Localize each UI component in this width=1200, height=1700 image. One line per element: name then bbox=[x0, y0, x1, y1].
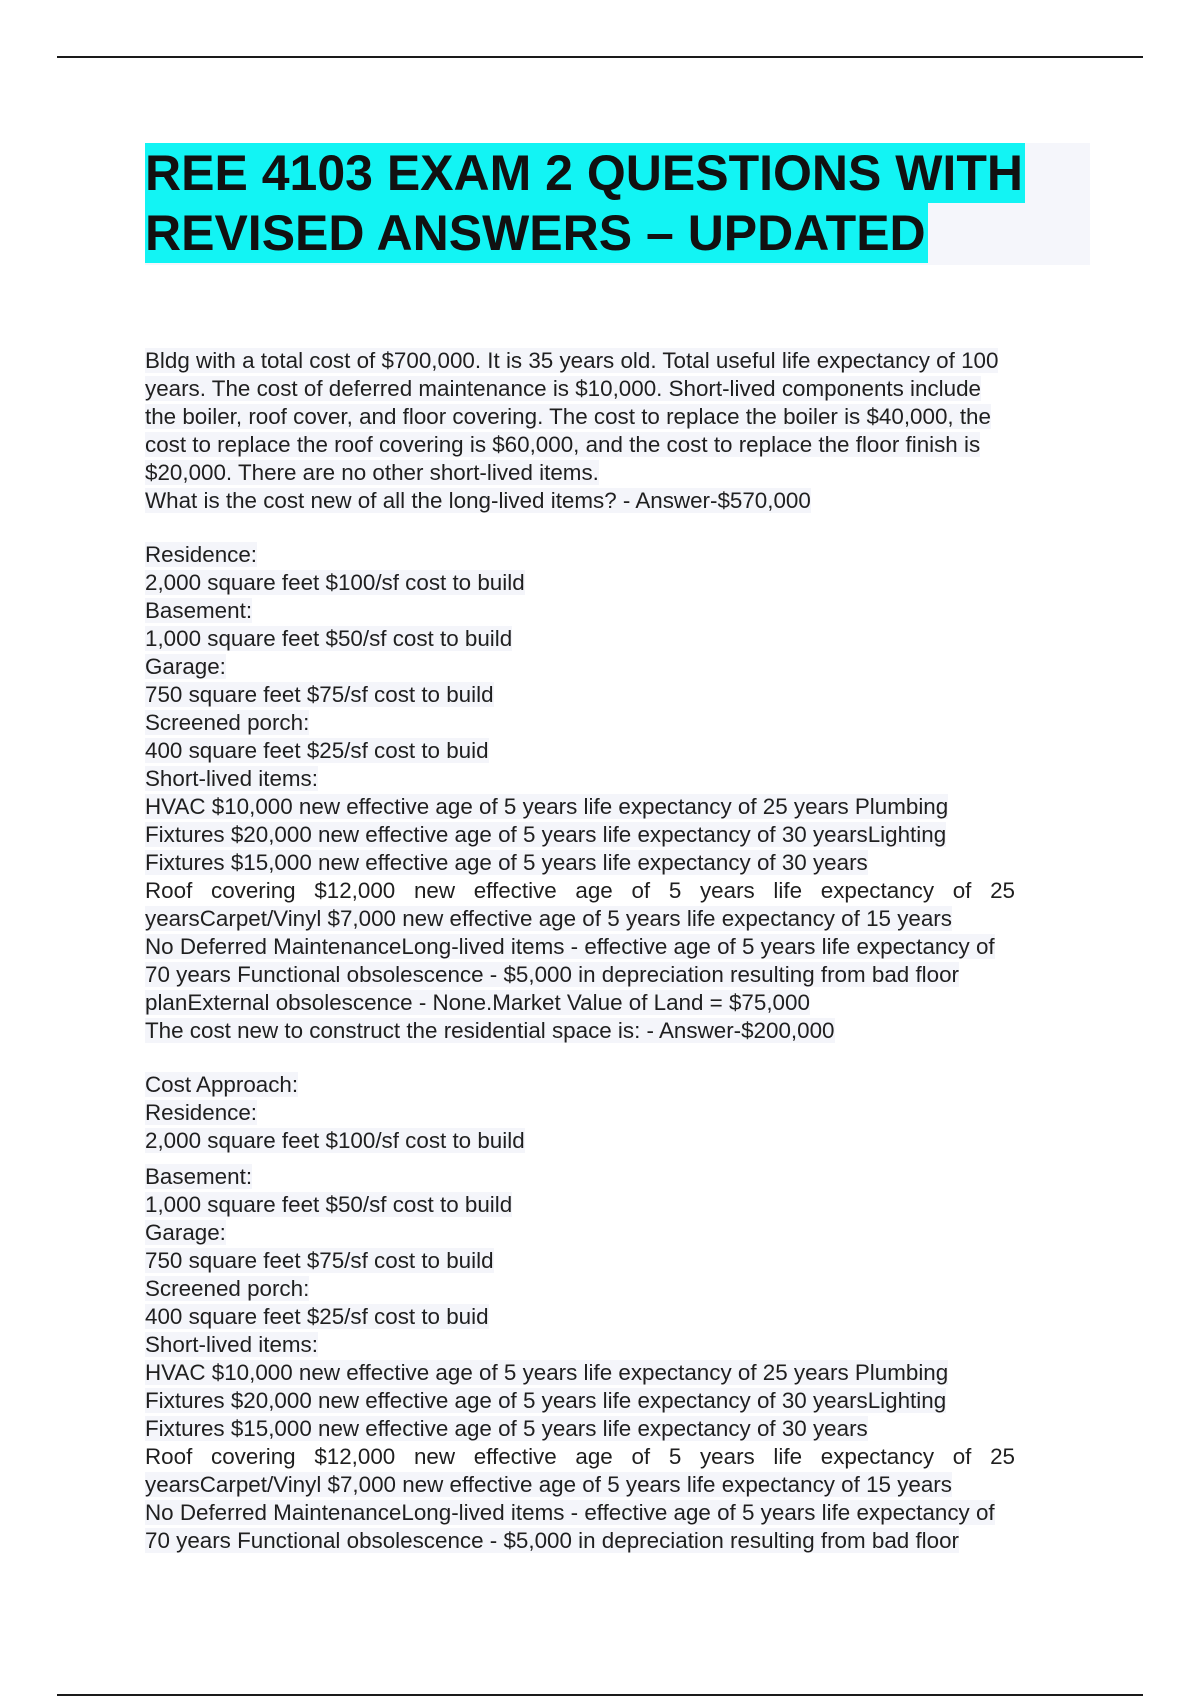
text-line: Fixtures $20,000 new effective age of 5 years life expectancy of 30 yearsLighting bbox=[145, 1388, 947, 1413]
text-line: Short-lived items: bbox=[145, 1332, 318, 1357]
text-line: 1,000 square feet $50/sf cost to build bbox=[145, 1192, 513, 1217]
text-line: Residence: bbox=[145, 1100, 258, 1125]
question-2 bbox=[145, 541, 1075, 1045]
text-line: No Deferred MaintenanceLong-lived items - effective age of 5 years life expectancy of bbox=[145, 934, 995, 959]
text-line: Roof covering $12,000 new effective age of 5 years life expectancy of 25 bbox=[145, 878, 1015, 903]
text-line: 70 years Functional obsolescence - $5,000 in depreciation resulting from bad floor bbox=[145, 962, 960, 987]
question-answer-line: What is the cost new of all the long-lived items? - Answer-$570,000 bbox=[145, 488, 811, 513]
text-line: 400 square feet $25/sf cost to buid bbox=[145, 738, 489, 763]
text-line: HVAC $10,000 new effective age of 5 years life expectancy of 25 years Plumbing bbox=[145, 1360, 949, 1385]
text-line: Short-lived items: bbox=[145, 766, 318, 791]
text-line: Residence: bbox=[145, 542, 258, 567]
text-line: 2,000 square feet $100/sf cost to build bbox=[145, 1128, 525, 1153]
document-body bbox=[145, 347, 1075, 1555]
text-line: No Deferred MaintenanceLong-lived items - effective age of 5 years life expectancy of bbox=[145, 1500, 995, 1525]
text-line: Fixtures $15,000 new effective age of 5 years life expectancy of 30 years bbox=[145, 850, 868, 875]
question-1 bbox=[145, 347, 1075, 515]
page-title-line-1: REE 4103 EXAM 2 QUESTIONS WITH bbox=[145, 145, 1023, 201]
text-line: Fixtures $20,000 new effective age of 5 years life expectancy of 30 yearsLighting bbox=[145, 822, 947, 847]
text-line: years. The cost of deferred maintenance is $10,000. Short-lived components include bbox=[145, 376, 981, 401]
text-line: 1,000 square feet $50/sf cost to build bbox=[145, 626, 513, 651]
text-line: 750 square feet $75/sf cost to build bbox=[145, 1248, 494, 1273]
text-line: yearsCarpet/Vinyl $7,000 new effective age of 5 years life expectancy of 15 years bbox=[145, 1472, 952, 1497]
text-line: Garage: bbox=[145, 654, 226, 679]
text-line: 400 square feet $25/sf cost to buid bbox=[145, 1304, 489, 1329]
text-line: yearsCarpet/Vinyl $7,000 new effective age of 5 years life expectancy of 15 years bbox=[145, 906, 952, 931]
text-line: Basement: bbox=[145, 1164, 253, 1189]
text-line: Screened porch: bbox=[145, 710, 310, 735]
text-line: 750 square feet $75/sf cost to build bbox=[145, 682, 494, 707]
text-line: Roof covering $12,000 new effective age of 5 years life expectancy of 25 bbox=[145, 1444, 1015, 1469]
text-line: Basement: bbox=[145, 598, 253, 623]
text-line: Fixtures $15,000 new effective age of 5 years life expectancy of 30 years bbox=[145, 1416, 868, 1441]
text-line: Bldg with a total cost of $700,000. It is 35 years old. Total useful life expectancy of 100 bbox=[145, 348, 999, 373]
text-line: cost to replace the roof covering is $60,000, and the cost to replace the floor finish is bbox=[145, 432, 981, 457]
text-line: planExternal obsolescence - None.Market Value of Land = $75,000 bbox=[145, 990, 810, 1015]
text-line: Screened porch: bbox=[145, 1276, 310, 1301]
text-line: 2,000 square feet $100/sf cost to build bbox=[145, 570, 525, 595]
bottom-divider bbox=[57, 1694, 1143, 1696]
question-3 bbox=[145, 1071, 1075, 1555]
text-line: the boiler, roof cover, and floor covering. The cost to replace the boiler is $40,000, the bbox=[145, 404, 991, 429]
text-line: HVAC $10,000 new effective age of 5 years life expectancy of 25 years Plumbing bbox=[145, 794, 949, 819]
text-line: 70 years Functional obsolescence - $5,000 in depreciation resulting from bad floor bbox=[145, 1528, 960, 1553]
top-divider bbox=[57, 56, 1143, 58]
text-line: Garage: bbox=[145, 1220, 226, 1245]
text-line: $20,000. There are no other short-lived items. bbox=[145, 460, 599, 485]
page-title-line-2: REVISED ANSWERS – UPDATED bbox=[145, 205, 926, 261]
question-answer-line: The cost new to construct the residential space is: - Answer-$200,000 bbox=[145, 1018, 835, 1043]
text-line: Cost Approach: bbox=[145, 1072, 299, 1097]
